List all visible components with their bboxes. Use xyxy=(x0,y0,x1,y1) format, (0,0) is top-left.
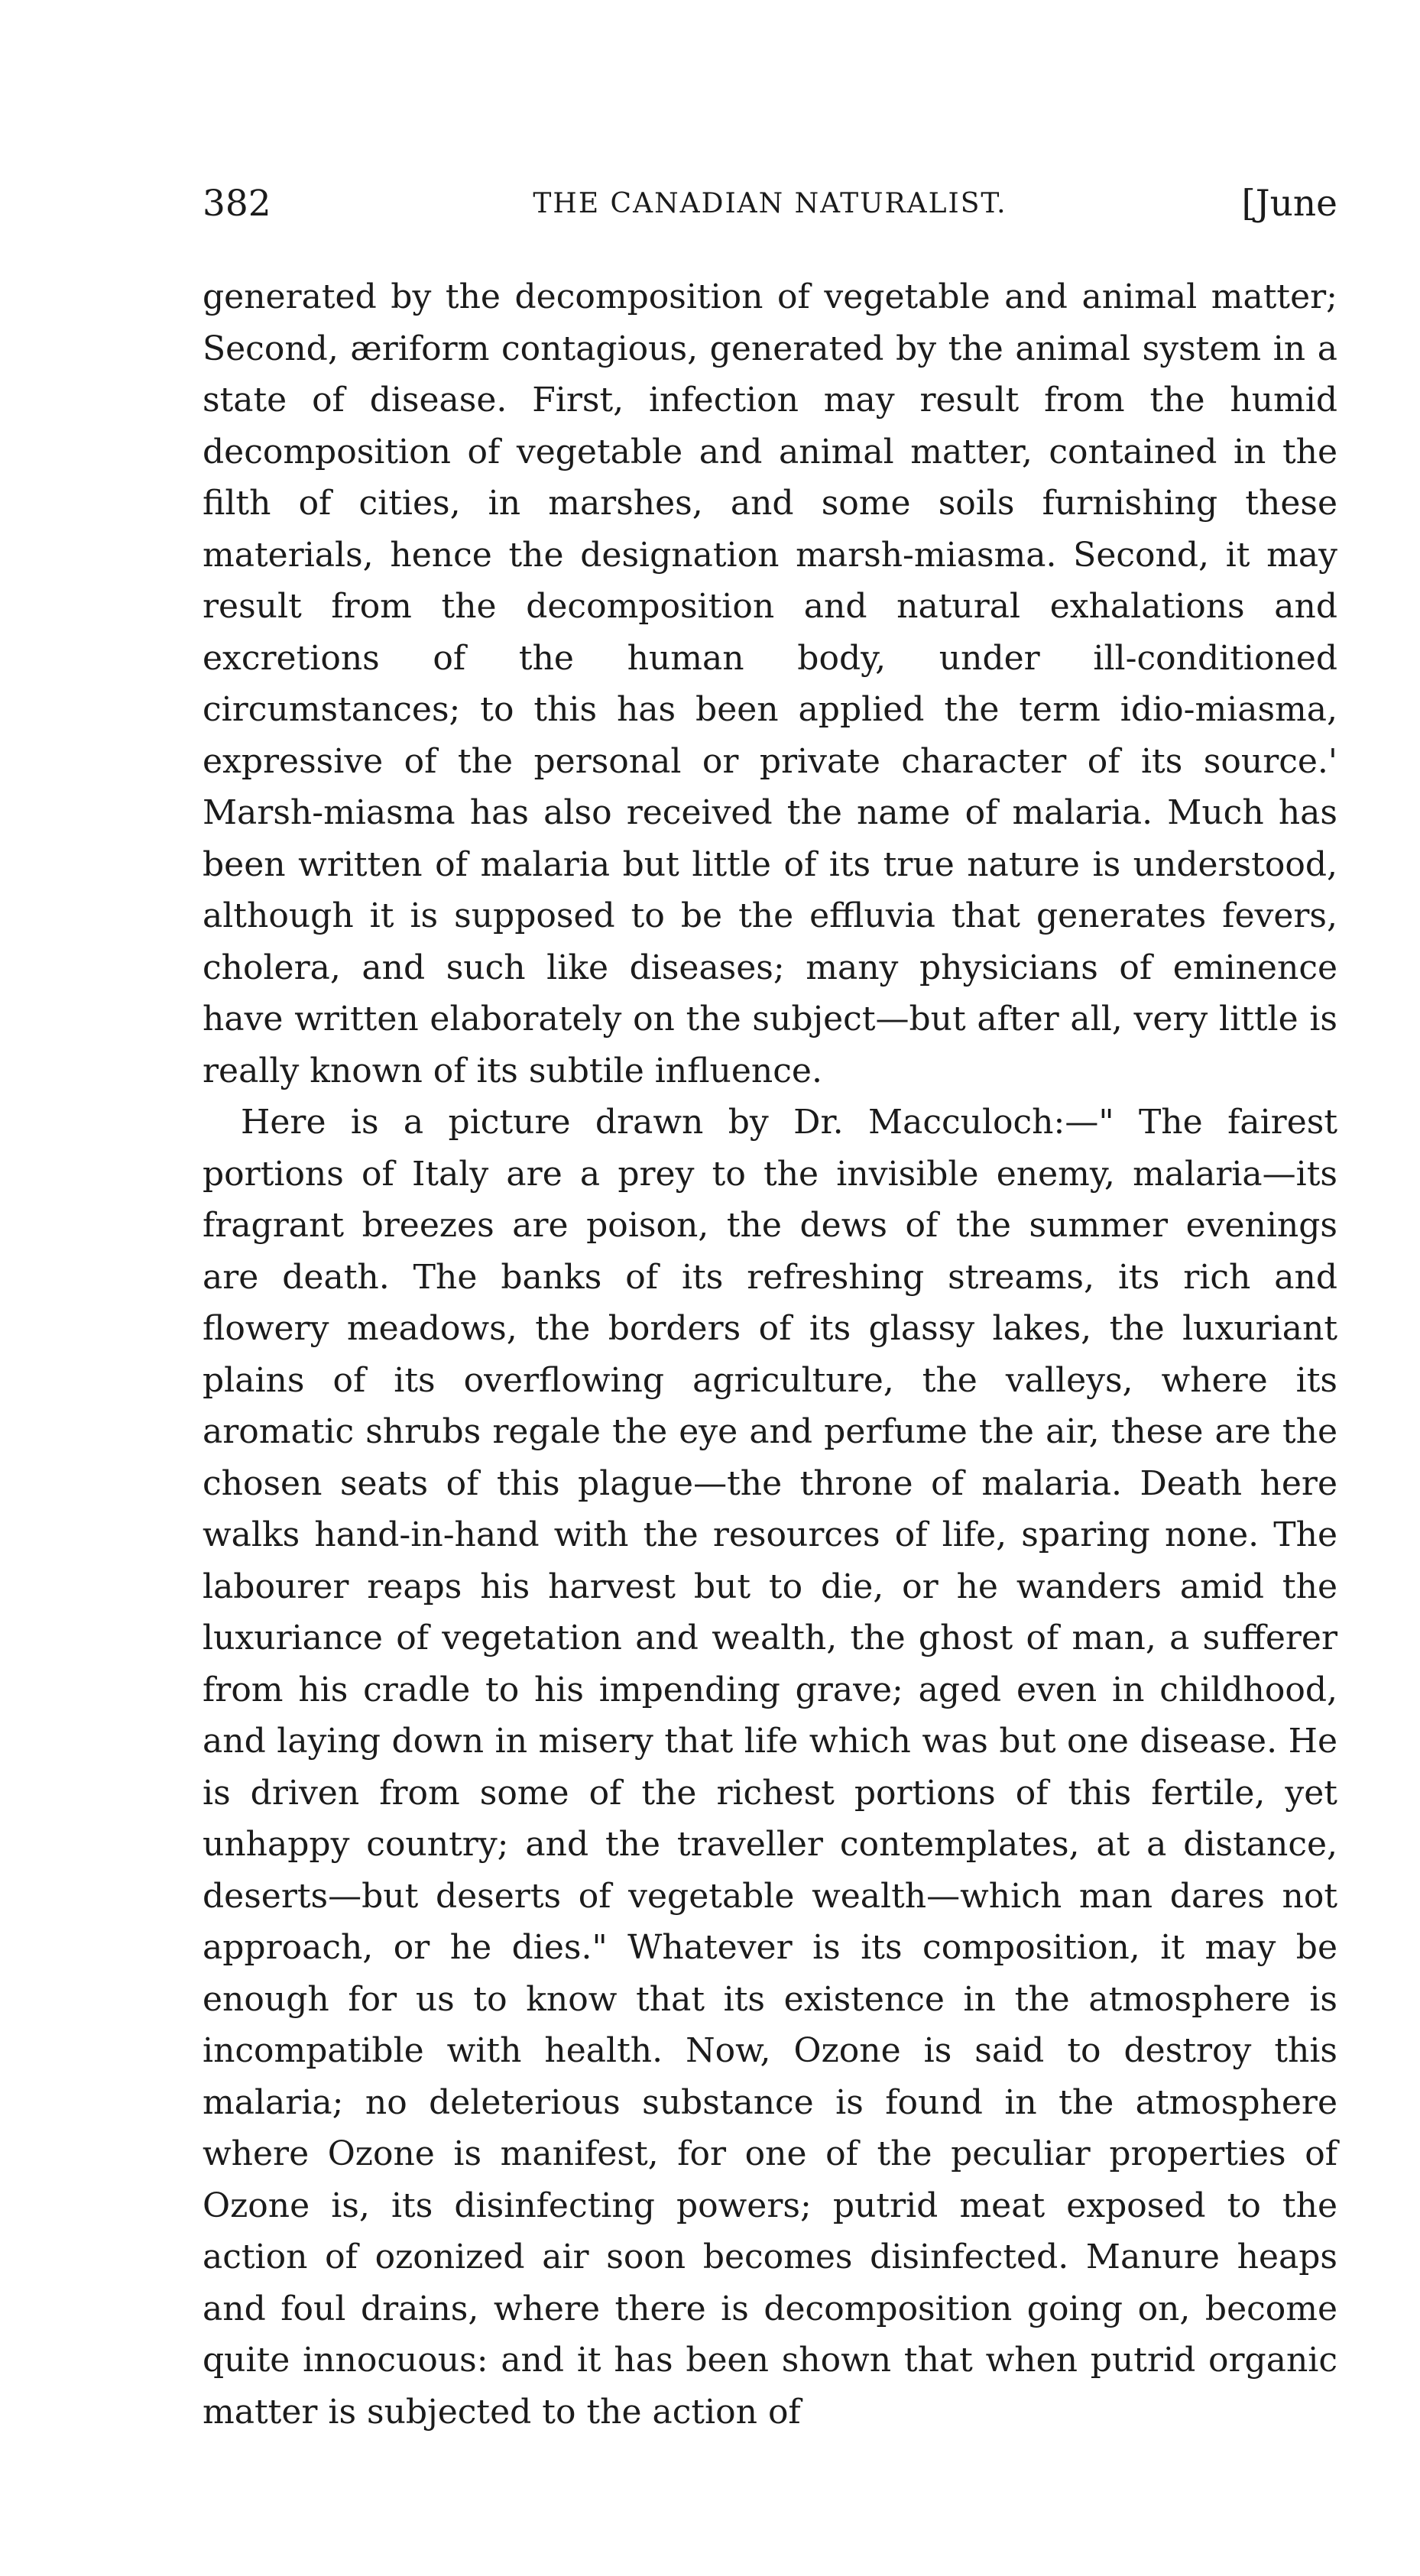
paragraph-continued: generated by the decomposition of vegetable and animal matter; Second, æriform contagious, generated by the animal system in a state of disease. First, infection may result from the humid decomposition of vegetable and animal matter, contained in the filth of cities, in marshes, and some soils furnishing these materials, hence the designation marsh-miasma. Second, it may result from the decomposition and natural exhalations and excretions of the human body, under ill-conditioned circumstances; to this has been applied the term idio-miasma, expressive of the personal or private character of its source.' Marsh-miasma has also received the name of malaria. Much has been written of malaria but little of its true nature is understood, although it is supposed to be the effluvia that generates fevers, cholera, and such like diseases; many physicians of eminence have written elaborately on the subject—but after all, very little is really known of its subtile influence. xyxy=(203,277,1337,1090)
body-text xyxy=(203,271,1337,2438)
page-number: 382 xyxy=(203,183,271,225)
running-header xyxy=(203,177,1337,231)
running-title: THE CANADIAN NATURALIST. xyxy=(533,188,1007,219)
paragraph-macculoch-quote: Here is a picture drawn by Dr. Macculoch:—" The fairest portions of Italy are a prey to the invisible enemy, malaria—its fragrant breezes are poison, the dews of the summer evenings are death. The banks of its refreshing streams, its rich and flowery meadows, the borders of its glassy lakes, the luxuriant plains of its overflowing agriculture, the valleys, where its aromatic shrubs regale the eye and perfume the air, these are the chosen seats of this plague—the throne of malaria. Death here walks hand-in-hand with the resources of life, sparing none. The labourer reaps his harvest but to die, or he wanders amid the luxuriance of vegetation and wealth, the ghost of man, a sufferer from his cradle to his impending grave; aged even in childhood, and laying down in misery that life which was but one disease. He is driven from some of the richest portions of this fertile, yet unhappy country; and the traveller contemplates, at a distance, deserts—but deserts of vegetable wealth—which man dares not approach, or he dies." Whatever is its composition, it may be enough for us to know that its existence in the atmosphere is incompatible with health. Now, Ozone is said to destroy this malaria; no deleterious substance is found in the atmosphere where Ozone is manifest, for one of the peculiar properties of Ozone is, its disinfecting powers; putrid meat exposed to the action of ozonized air soon becomes disinfected. Manure heaps and foul drains, where there is decomposition going on, become quite innocuous: and it has been shown that when putrid organic matter is subjected to the action of xyxy=(203,1103,1337,2432)
section-month: [June xyxy=(1241,183,1337,225)
